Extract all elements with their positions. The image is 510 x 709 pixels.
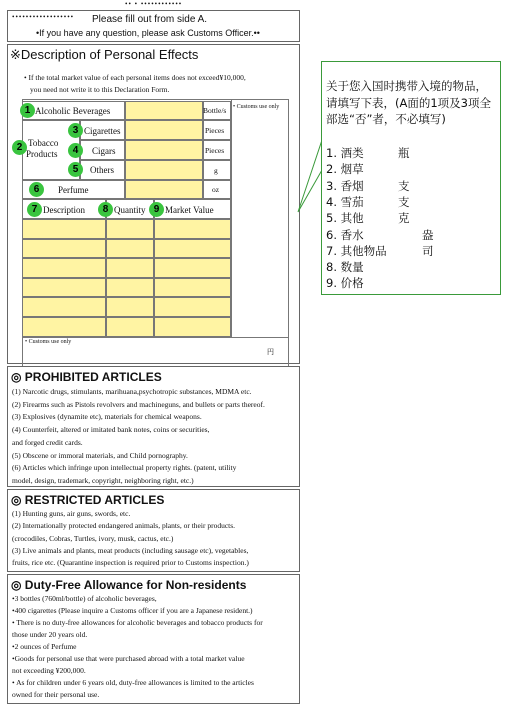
list-item: (2) Internationally protected endangered animals, plants, or their products. xyxy=(12,521,236,531)
market-value-cell[interactable] xyxy=(154,219,231,239)
quantity-cell[interactable] xyxy=(106,258,154,278)
annotation-item-text: 5. 其他 xyxy=(326,211,364,226)
annotation-item xyxy=(326,275,364,292)
list-item: •Goods for personal use that were purchased abroad with a total market value xyxy=(12,654,245,663)
num-7-badge: 7 xyxy=(27,202,42,217)
tobacco-label-1: Tobacco xyxy=(28,138,59,148)
restricted-section xyxy=(7,489,300,572)
list-item: (1) Hunting guns, air guns, swords, etc. xyxy=(12,509,131,518)
list-item: fruits, rice etc. (Quarantine inspection is required prior to Customs inspection.) xyxy=(12,558,249,568)
quantity-cell[interactable] xyxy=(106,297,154,317)
annotation-item-text: 2. 烟草 xyxy=(326,162,364,177)
alcohol-label: Alcoholic Beverages xyxy=(35,106,111,116)
quantity-cell[interactable] xyxy=(106,219,154,239)
annotation-item xyxy=(326,145,410,162)
num-8-badge: 8 xyxy=(98,202,113,217)
market-value-cell[interactable] xyxy=(154,297,231,317)
annotation-item-unit: 克 xyxy=(398,211,410,226)
num-2-badge: 2 xyxy=(12,140,27,155)
annotation-item-text: 8. 数量 xyxy=(326,260,364,275)
quantity-cell[interactable] xyxy=(106,278,154,298)
annotation-item-text: 6. 香水 xyxy=(326,227,364,242)
header-box xyxy=(7,10,300,42)
annotation-item-text: 4. 雪茄 xyxy=(326,194,364,209)
list-item: model, design, trademark, copyright, neighboring right, etc.) xyxy=(12,475,194,485)
alcohol-input[interactable] xyxy=(125,101,203,120)
quantity-cell[interactable] xyxy=(106,317,154,337)
list-item: • There is no duty-free allowances for alcoholic beverages and tobacco products for xyxy=(12,618,263,627)
num-4-badge: 4 xyxy=(68,143,83,158)
description-cell[interactable] xyxy=(22,239,106,259)
customs-use-only xyxy=(233,103,283,112)
description-cell[interactable] xyxy=(22,278,106,298)
num-6-badge: 6 xyxy=(29,182,44,197)
cigars-input[interactable] xyxy=(125,140,203,160)
duty-free-section xyxy=(7,574,300,704)
yen-mark: 円 xyxy=(267,348,274,356)
annotation-item-text: 1. 酒类 xyxy=(326,146,364,160)
prohibited-section xyxy=(7,366,300,487)
note-line2: you need not write it to this Declaration Form. xyxy=(30,85,170,94)
annotation-item-unit: 支 xyxy=(398,194,410,209)
list-item: (3) Live animals and plants, meat products (including sausage etc), vegetables, xyxy=(12,545,249,555)
list-item: • As for children under 6 years old, duty-free allowances is limited to the articles xyxy=(12,678,254,687)
description-cell[interactable] xyxy=(22,219,106,239)
cigars-unit: Pieces xyxy=(205,146,225,155)
header-line2: •If you have any question, please ask Customs Officer.•• xyxy=(36,28,260,38)
list-item: •3 bottles (760ml/bottle) of alcoholic beverages, xyxy=(12,594,157,603)
annotation-item xyxy=(326,161,364,178)
annotation-item-text: 9. 价格 xyxy=(326,276,364,291)
note-line1: • If the total market value of each personal items does not exceed¥10,000, xyxy=(24,73,246,82)
perfume-label: Perfume xyxy=(58,185,89,195)
list-item: (crocodiles, Cobras, Turtles, ivory, musk, cactus, etc.) xyxy=(12,533,174,543)
footer-customs-only: • Customs use only xyxy=(25,339,72,345)
header-dots: •••••••••••••••••• xyxy=(12,13,75,21)
market-value-cell[interactable] xyxy=(154,258,231,278)
list-item: not exceeding ¥200,000. xyxy=(12,666,86,675)
list-item: •400 cigarettes (Please inquire a Customs officer if you are a Japanese resident.) xyxy=(12,606,253,615)
annotation-item xyxy=(326,178,410,195)
annotation-item-unit: 盎司 xyxy=(422,227,434,258)
annotation-intro: 关于您入国时携带入境的物品，请填写下表，(A面的1项及3项全部选“否”者，不必填写) xyxy=(326,79,491,126)
chinese-annotation-box xyxy=(321,61,501,295)
others-label: Others xyxy=(90,165,114,175)
prohibited-title: ◎ PROHIBITED ARTICLES xyxy=(11,370,162,384)
quantity-col-label: Quantity xyxy=(114,205,146,215)
description-cell[interactable] xyxy=(22,317,106,337)
market-value-cell[interactable] xyxy=(154,278,231,298)
num-1-badge: 1 xyxy=(20,103,35,118)
list-item: (4) Counterfeit, altered or imitated bank notes, coins or securities, xyxy=(12,425,210,435)
quantity-cell[interactable] xyxy=(106,239,154,259)
customs-use-only-label: • Customs use only xyxy=(233,104,280,110)
list-item: •2 ounces of Perfume xyxy=(12,642,77,651)
list-item: and forged credit cards. xyxy=(12,437,83,447)
others-unit: g xyxy=(214,166,218,175)
annotation-item xyxy=(326,210,410,227)
others-input[interactable] xyxy=(125,160,203,180)
list-item: owned for their personal use. xyxy=(12,690,100,699)
section-title: ※Description of Personal Effects xyxy=(10,47,199,62)
personal-effects-section xyxy=(7,44,300,364)
alcohol-unit: Bottle/s xyxy=(203,106,227,115)
num-5-badge: 5 xyxy=(68,162,83,177)
description-cell[interactable] xyxy=(22,258,106,278)
cigarettes-label: Cigarettes xyxy=(84,126,121,136)
list-item: (2) Firearms such as Pistols revolvers and machineguns, and bullets or parts thereof. xyxy=(12,399,265,409)
num-9-badge: 9 xyxy=(149,202,164,217)
annotation-item xyxy=(326,259,364,276)
list-item: (1) Narcotic drugs, stimulants, marihuana,psychotropic substances, MDMA etc. xyxy=(12,387,252,396)
tobacco-label-2: Products xyxy=(26,149,58,159)
market-value-col-label: Market Value xyxy=(165,205,214,215)
annotation-item-text: 3. 香烟 xyxy=(326,178,364,193)
cigars-label: Cigars xyxy=(92,146,116,156)
list-item: (6) Articles which infringe upon intellectual property rights. (patent, utility xyxy=(12,463,237,473)
market-value-cell[interactable] xyxy=(154,239,231,259)
header-line1: Please fill out from side A. xyxy=(92,14,208,25)
market-value-cell[interactable] xyxy=(154,317,231,337)
perfume-unit: oz xyxy=(212,185,220,194)
annotation-item xyxy=(326,194,410,211)
top-dots: •• • •••••••••••• xyxy=(125,0,183,8)
annotation-item xyxy=(326,243,387,260)
cigarettes-unit: Pieces xyxy=(205,126,225,135)
list-item: (5) Obscene or immoral materials, and Child pornography. xyxy=(12,450,188,460)
duty-free-title: ◎ Duty-Free Allowance for Non-residents xyxy=(11,578,247,592)
annotation-item-unit: 瓶 xyxy=(398,146,410,160)
list-item: those under 20 years old. xyxy=(12,630,88,639)
list-item: (3) Explosives (dynamite etc), materials for chemical weapons. xyxy=(12,412,202,422)
description-col-label: Description xyxy=(43,205,85,215)
annotation-item-text: 7. 其他物品 xyxy=(326,243,387,258)
perfume-input[interactable] xyxy=(125,180,203,199)
num-3-badge: 3 xyxy=(68,123,83,138)
restricted-title: ◎ RESTRICTED ARTICLES xyxy=(11,493,165,507)
cigarettes-input[interactable] xyxy=(125,120,203,140)
annotation-item-unit: 支 xyxy=(398,178,410,193)
description-cell[interactable] xyxy=(22,297,106,317)
